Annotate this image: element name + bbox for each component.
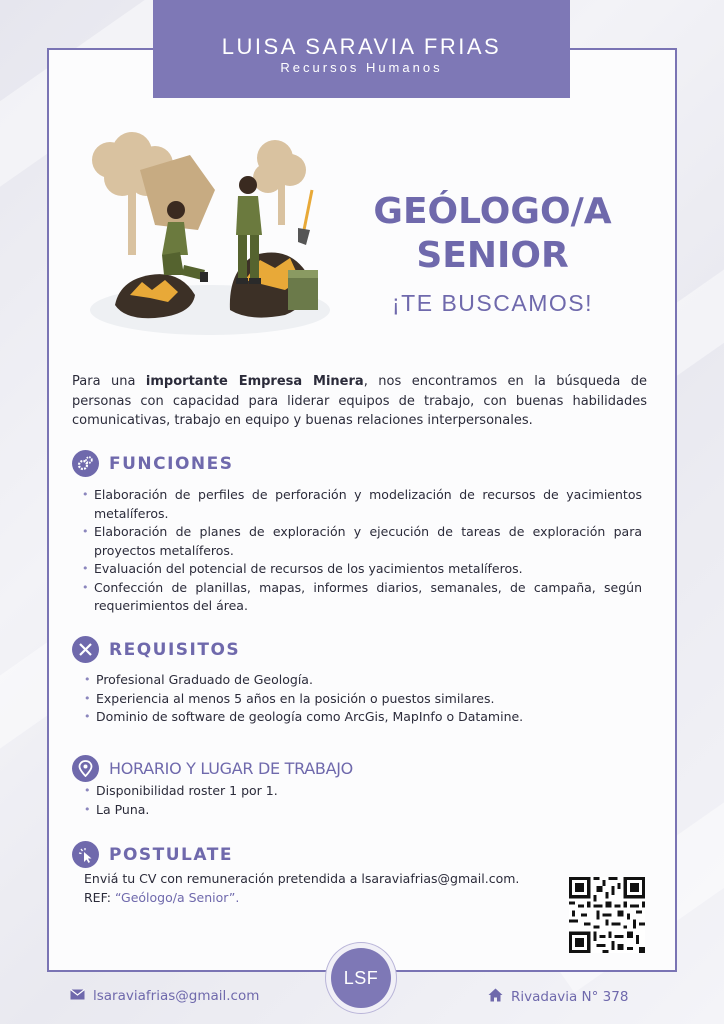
list-item: • Confección de planillas, mapas, informes diarios, semanales, de campaña, según requerimientos del área. — [82, 579, 642, 616]
ref-value: “Geólogo/a Senior”. — [115, 889, 240, 905]
apply-instructions: Enviá tu CV con remuneración pretendida a lsaraviafrias@gmail.com. — [84, 871, 520, 886]
list-item: • Dominio de software de geología como ArcGis, MapInfo o Datamine. — [84, 708, 644, 727]
gears-icon — [72, 450, 99, 477]
section-postulate-header — [72, 841, 233, 868]
lsf-logo: LSF — [331, 948, 391, 1008]
ref-label: REF: — [84, 889, 115, 905]
list-item: • Disponibilidad roster 1 por 1. — [84, 782, 644, 801]
footer-email-text: lsaraviafrias@gmail.com — [93, 988, 260, 1004]
section-horario-header — [72, 755, 353, 782]
reference-line — [84, 889, 519, 908]
horario-list — [84, 782, 644, 819]
intro-text: Para una — [72, 374, 146, 389]
section-title: FUNCIONES — [109, 453, 234, 474]
intro-text: , nos encontramos en la búsqueda de personas con capacidad para liderar equipos de trabajo, con buenas habilidades comunicativas, trabajo en equipo y buenas relaciones interpersonales. — [72, 374, 647, 428]
section-funciones-header — [72, 450, 233, 477]
home-icon — [488, 988, 503, 1006]
recruiter-name: LUISA SARAVIA FRIAS — [221, 34, 502, 59]
list-item: • Evaluación del potencial de recursos de los yacimientos metalíferos. — [82, 560, 642, 579]
job-title-line1: GEÓLOGO/A — [373, 191, 612, 232]
header-banner — [153, 0, 570, 98]
location-pin-icon — [72, 755, 99, 782]
footer-address-text: Rivadavia N° 378 — [511, 989, 629, 1005]
footer-address — [488, 988, 628, 1006]
geologists-illustration — [80, 130, 350, 345]
section-requisitos-header — [72, 636, 240, 663]
tagline: ¡TE BUSCAMOS! — [392, 290, 593, 316]
envelope-icon — [70, 988, 85, 1004]
requisitos-list — [84, 671, 644, 727]
intro-bold-text: importante Empresa Minera — [145, 374, 364, 389]
postulate-text — [84, 870, 519, 907]
section-title: HORARIO Y LUGAR DE TRABAJO — [109, 759, 353, 778]
section-title: REQUISITOS — [109, 639, 241, 660]
recruiter-subtitle: Recursos Humanos — [280, 60, 443, 75]
list-item: • Experiencia al menos 5 años en la posición o puestos similares. — [84, 690, 644, 709]
funciones-list — [82, 486, 642, 616]
job-title — [350, 190, 635, 278]
job-title-line2: SENIOR — [416, 235, 569, 276]
qr-code[interactable] — [569, 877, 645, 953]
pointer-click-icon — [72, 841, 99, 868]
list-item: • Elaboración de planes de exploración y ejecución de tareas de exploración para proyectos metalíferos. — [82, 523, 642, 560]
section-title: POSTULATE — [109, 844, 233, 865]
intro-paragraph — [72, 372, 647, 431]
list-item: • Profesional Graduado de Geología. — [84, 671, 644, 690]
tools-icon — [72, 636, 99, 663]
list-item: • La Puna. — [84, 801, 644, 820]
footer-email[interactable] — [70, 988, 259, 1004]
list-item: • Elaboración de perfiles de perforación y modelización de recursos de yacimientos metalíferos. — [82, 486, 642, 523]
